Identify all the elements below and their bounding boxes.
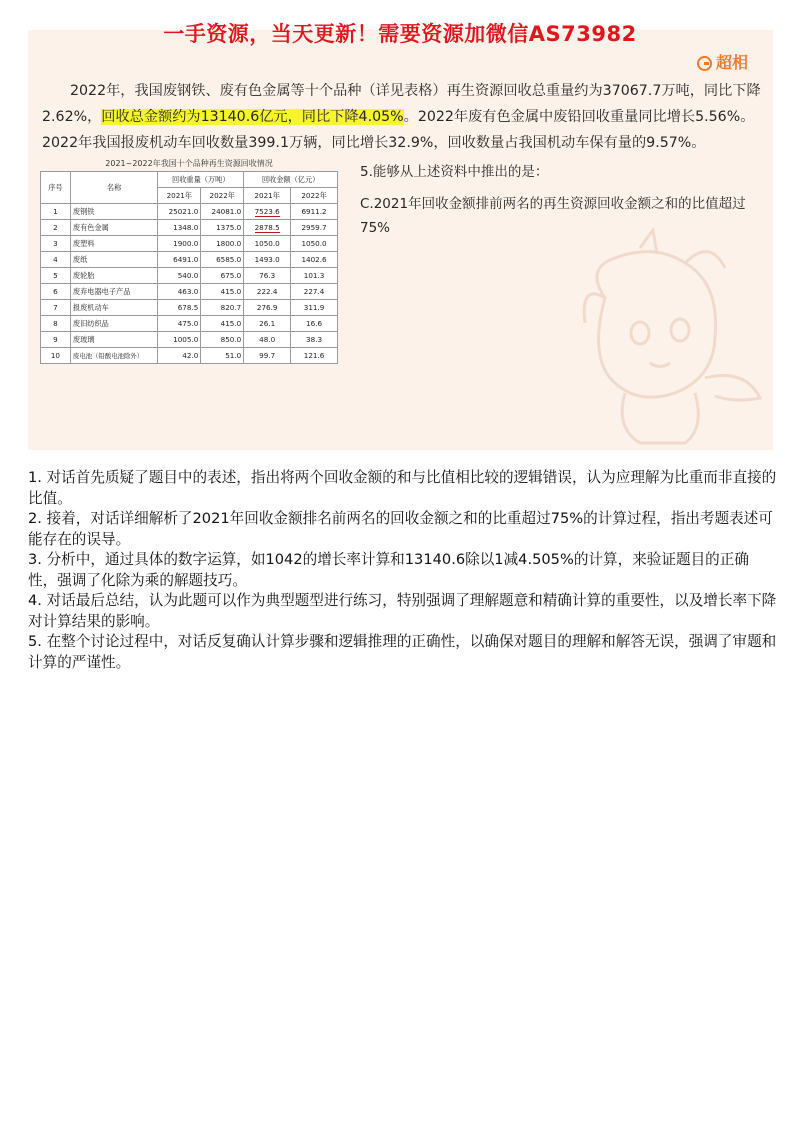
cell-name: 废弃电器电子产品 [70,284,157,300]
table-row [41,236,338,252]
cell-amount-2022: 38.3 [291,332,338,348]
cell-name: 废电池（铅酸电池除外） [70,348,157,364]
intro-highlight: 回收总金额约为13140.6亿元，同比下降4.05% [101,109,404,125]
table-header-row [41,172,338,188]
cell-index: 4 [41,252,71,268]
recycling-table-block [40,158,338,364]
cell-index: 5 [41,268,71,284]
cell-amount-2022: 1402.6 [291,252,338,268]
cell-weight-2021: 42.0 [158,348,201,364]
cell-amount-2021: 26.1 [244,316,291,332]
cell-weight-2022: 850.0 [201,332,244,348]
cell-name: 废玻璃 [70,332,157,348]
cell-amount-2022: 101.3 [291,268,338,284]
cell-amount-2021: 48.0 [244,332,291,348]
cell-index: 3 [41,236,71,252]
cell-weight-2021: 678.5 [158,300,201,316]
recycling-table [40,171,338,364]
table-row [41,220,338,236]
table-row [41,204,338,220]
cell-weight-2021: 1348.0 [158,220,201,236]
cell-amount-2022: 1050.0 [291,236,338,252]
g-logo-icon [697,56,712,71]
cell-weight-2021: 475.0 [158,316,201,332]
cell-weight-2021: 25021.0 [158,204,201,220]
header-amount-2022: 2022年 [291,188,338,204]
summary-item: 1. 对话首先质疑了题目中的表述，指出将两个回收金额的和与比值相比较的逻辑错误，认为应理解为比重而非直接的比值。 [28,469,777,507]
summary-item: 2. 接着，对话详细解析了2021年回收金额排名前两名的回收金额之和的比重超过75%的计算过程，指出考题表述可能存在的误导。 [28,510,773,548]
cell-index: 6 [41,284,71,300]
cell-index: 8 [41,316,71,332]
header-weight: 回收重量（万吨） [158,172,244,188]
cell-weight-2021: 540.0 [158,268,201,284]
table-title: 2021~2022年我国十个品种再生资源回收情况 [105,159,273,168]
unicorn-watermark-icon [545,228,775,448]
table-row [41,300,338,316]
cell-name: 废纸 [70,252,157,268]
summary-item: 5. 在整个讨论过程中，对话反复确认计算步骤和逻辑推理的正确性，以确保对题目的理解和解答无误，强调了审题和计算的严谨性。 [28,633,777,671]
cell-amount-2021 [244,204,291,220]
cell-amount-2022: 6911.2 [291,204,338,220]
header-weight-2022: 2022年 [201,188,244,204]
cell-weight-2022: 24081.0 [201,204,244,220]
cell-weight-2021: 463.0 [158,284,201,300]
underlined-value: 2878.5 [254,223,280,232]
intro-part1: 2022年，我国废钢铁、废有色金属等十个品种（详见表格）再生资源回收总重量约为37067.7万吨，同比下降2.62%， [42,83,761,125]
cell-amount-2021: 276.9 [244,300,291,316]
cell-weight-2021: 1900.0 [158,236,201,252]
cell-weight-2022: 820.7 [201,300,244,316]
cell-name: 废塑料 [70,236,157,252]
cell-amount-2022: 121.6 [291,348,338,364]
brand-logo [697,50,748,73]
cell-weight-2021: 1005.0 [158,332,201,348]
header-index: 序号 [41,172,71,204]
summary-item: 3. 分析中，通过具体的数字运算，如1042的增长率计算和13140.6除以1减4.505%的计算，来验证题目的正确性，强调了化除为乘的解题技巧。 [28,551,749,589]
question-stem: 5.能够从上述资料中推出的是： [360,164,549,180]
cell-name: 废有色金属 [70,220,157,236]
cell-amount-2021: 222.4 [244,284,291,300]
cell-name: 报废机动车 [70,300,157,316]
option-c: C.2021年回收金额排前两名的再生资源回收金额之和的比值超过75% [360,196,746,236]
header-name: 名称 [70,172,157,204]
summary-list [28,468,778,673]
cell-weight-2022: 415.0 [201,284,244,300]
cell-index: 2 [41,220,71,236]
table-row [41,252,338,268]
intro-paragraph [42,78,762,156]
cell-index: 1 [41,204,71,220]
table-row [41,348,338,364]
cell-amount-2021: 99.7 [244,348,291,364]
cell-weight-2022: 1800.0 [201,236,244,252]
cell-amount-2021: 1493.0 [244,252,291,268]
table-row [41,316,338,332]
cell-weight-2022: 675.0 [201,268,244,284]
cell-name: 废钢铁 [70,204,157,220]
cell-weight-2021: 6491.0 [158,252,201,268]
cell-index: 10 [41,348,71,364]
table-row [41,268,338,284]
cell-weight-2022: 1375.0 [201,220,244,236]
header-weight-2021: 2021年 [158,188,201,204]
cell-name: 废轮胎 [70,268,157,284]
summary-item: 4. 对话最后总结，认为此题可以作为典型题型进行练习，特别强调了理解题意和精确计算的重要性，以及增长率下降对计算结果的影响。 [28,592,777,630]
cell-name: 废旧纺织品 [70,316,157,332]
brand-text: 超相 [715,53,748,72]
cell-weight-2022: 415.0 [201,316,244,332]
cell-weight-2022: 51.0 [201,348,244,364]
cell-index: 7 [41,300,71,316]
cell-amount-2022: 311.9 [291,300,338,316]
cell-amount-2021: 76.3 [244,268,291,284]
table-row [41,284,338,300]
cell-amount-2022: 16.6 [291,316,338,332]
header-amount: 回收金额（亿元） [244,172,338,188]
intro-part2: 。2022年废有色金属中废铅回收重量同比增长5.56%。2022年我国报废机动车回收数量399.1万辆，同比增长32.9%，回收数量占我国机动车保有量的9.57%。 [42,109,755,151]
cell-amount-2022: 227.4 [291,284,338,300]
header-amount-2021: 2021年 [244,188,291,204]
banner-title: 一手资源，当天更新！需要资源加微信AS73982 [163,22,637,46]
cell-weight-2022: 6585.0 [201,252,244,268]
table-row [41,332,338,348]
cell-amount-2022: 2959.7 [291,220,338,236]
cell-index: 9 [41,332,71,348]
underlined-value: 7523.6 [254,207,280,216]
cell-amount-2021 [244,220,291,236]
cell-amount-2021: 1050.0 [244,236,291,252]
